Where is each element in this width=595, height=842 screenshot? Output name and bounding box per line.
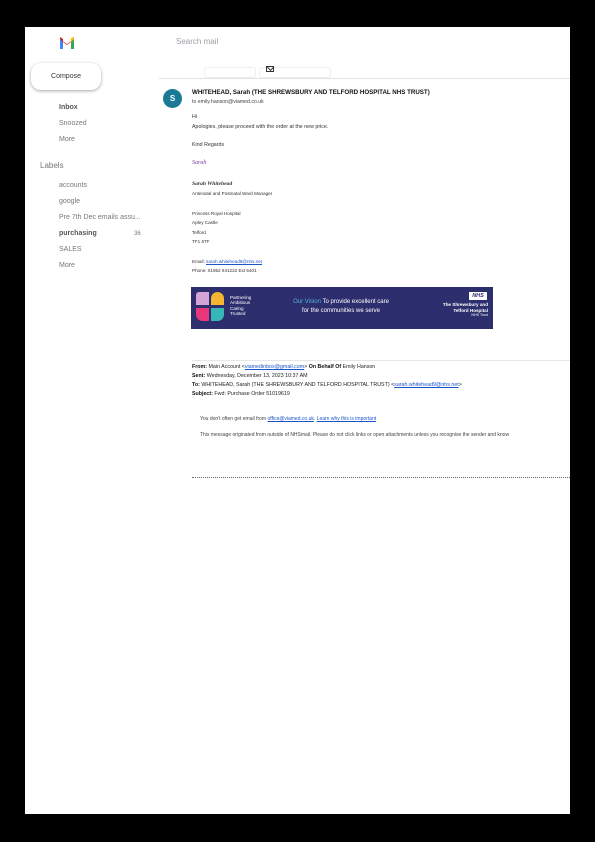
label-item-more[interactable]: More <box>59 262 75 269</box>
forwarded-from: From: Main Account <viamedinbox@gmail.com> On Behalf Of Emily Hanson <box>192 364 376 370</box>
sidebar-item-more[interactable]: More <box>59 136 75 143</box>
forwarded-to: To: WHITEHEAD, Sarah (THE SHREWSBURY AND TELFORD HOSPITAL TRUST) <sarah.whitehead9@nhs.net> <box>192 382 462 388</box>
toolbar-button[interactable] <box>204 67 256 78</box>
signature-name: Sarah Whitehead <box>192 181 233 187</box>
address-line: Princess Royal Hospital <box>192 211 241 216</box>
gmail-logo-icon <box>59 36 75 50</box>
label-item-pre-7th-dec[interactable]: Pre 7th Dec emails assu... <box>59 214 141 221</box>
signature-script: Sarah <box>192 160 207 166</box>
label-item-google[interactable]: google <box>59 198 81 205</box>
labels-heading: Labels <box>40 161 64 170</box>
compose-button[interactable]: Compose <box>31 63 101 90</box>
email-line <box>192 259 262 264</box>
phone-line: Phone: 01952 641222 Ext 5401 <box>192 268 257 273</box>
notice-email-link[interactable]: office@viamed.co.uk <box>267 416 314 422</box>
forwarded-subject: Subject: Fwd: Purchase Order 51019619 <box>192 391 290 397</box>
search-input[interactable]: Search mail <box>176 37 219 46</box>
learn-why-link[interactable]: Learn why this is important <box>316 416 377 422</box>
sidebar-item-snoozed[interactable]: Snoozed <box>59 120 87 127</box>
trust-name: The Shrewsbury and Telford Hospital NHS Trust <box>442 302 488 317</box>
label-item-sales[interactable]: SALES <box>59 246 82 253</box>
label-item-purchasing[interactable]: purchasing <box>59 230 97 237</box>
external-sender-notice: You don't often get email from office@viamed.co.uk. Learn why this is important <box>200 416 377 422</box>
message-toolbar <box>159 65 570 79</box>
sender-avatar: S <box>163 89 182 108</box>
label-count-purchasing: 36 <box>134 231 141 237</box>
address-line: Telford <box>192 230 206 235</box>
values-logo-icon <box>196 292 226 324</box>
nhs-logo: NHS <box>469 292 487 300</box>
signature-role: Antenatal and Postnatal Ward Manager <box>192 191 273 196</box>
divider <box>192 360 570 361</box>
recipient-line: to emily.hanson@viamed.co.uk <box>192 99 264 105</box>
signature-email-link[interactable]: sarah.whitehead9@nhs.net <box>206 259 263 264</box>
values-words: Partnering Ambitious Caring Trusted <box>230 295 252 316</box>
from-email-link[interactable]: viamedinbox@gmail.com <box>244 364 305 370</box>
sender-name: WHITEHEAD, Sarah (THE SHREWSBURY AND TELFORD HOSPITAL NHS TRUST) <box>192 89 430 96</box>
external-warning: This message originated from outside of NHSmail. Please do not click links or open attachments unless you recognise the sender and know <box>200 432 510 438</box>
gmail-page <box>25 27 570 814</box>
address-line: TF1 6TF <box>192 239 210 244</box>
regards: Kind Regards <box>192 142 225 148</box>
greeting: Hi <box>192 114 198 120</box>
trust-banner-image <box>191 287 493 329</box>
address-line: Apley Castle <box>192 220 218 225</box>
mail-icon[interactable] <box>266 66 274 72</box>
forwarded-sent: Sent: Wednesday, December 13, 2023 10:37 AM <box>192 373 308 379</box>
dotted-separator <box>192 477 570 478</box>
email-label: Email: <box>192 259 205 264</box>
sidebar-item-inbox[interactable]: Inbox <box>59 104 78 111</box>
vision-statement: Our Vision To provide excellent care for the communities we serve <box>293 299 389 314</box>
body-text: Apologies, please proceed with the order at the new price. <box>192 124 329 130</box>
label-item-accounts[interactable]: accounts <box>59 182 88 189</box>
to-email-link[interactable]: sarah.whitehead9@nhs.net <box>394 382 459 388</box>
